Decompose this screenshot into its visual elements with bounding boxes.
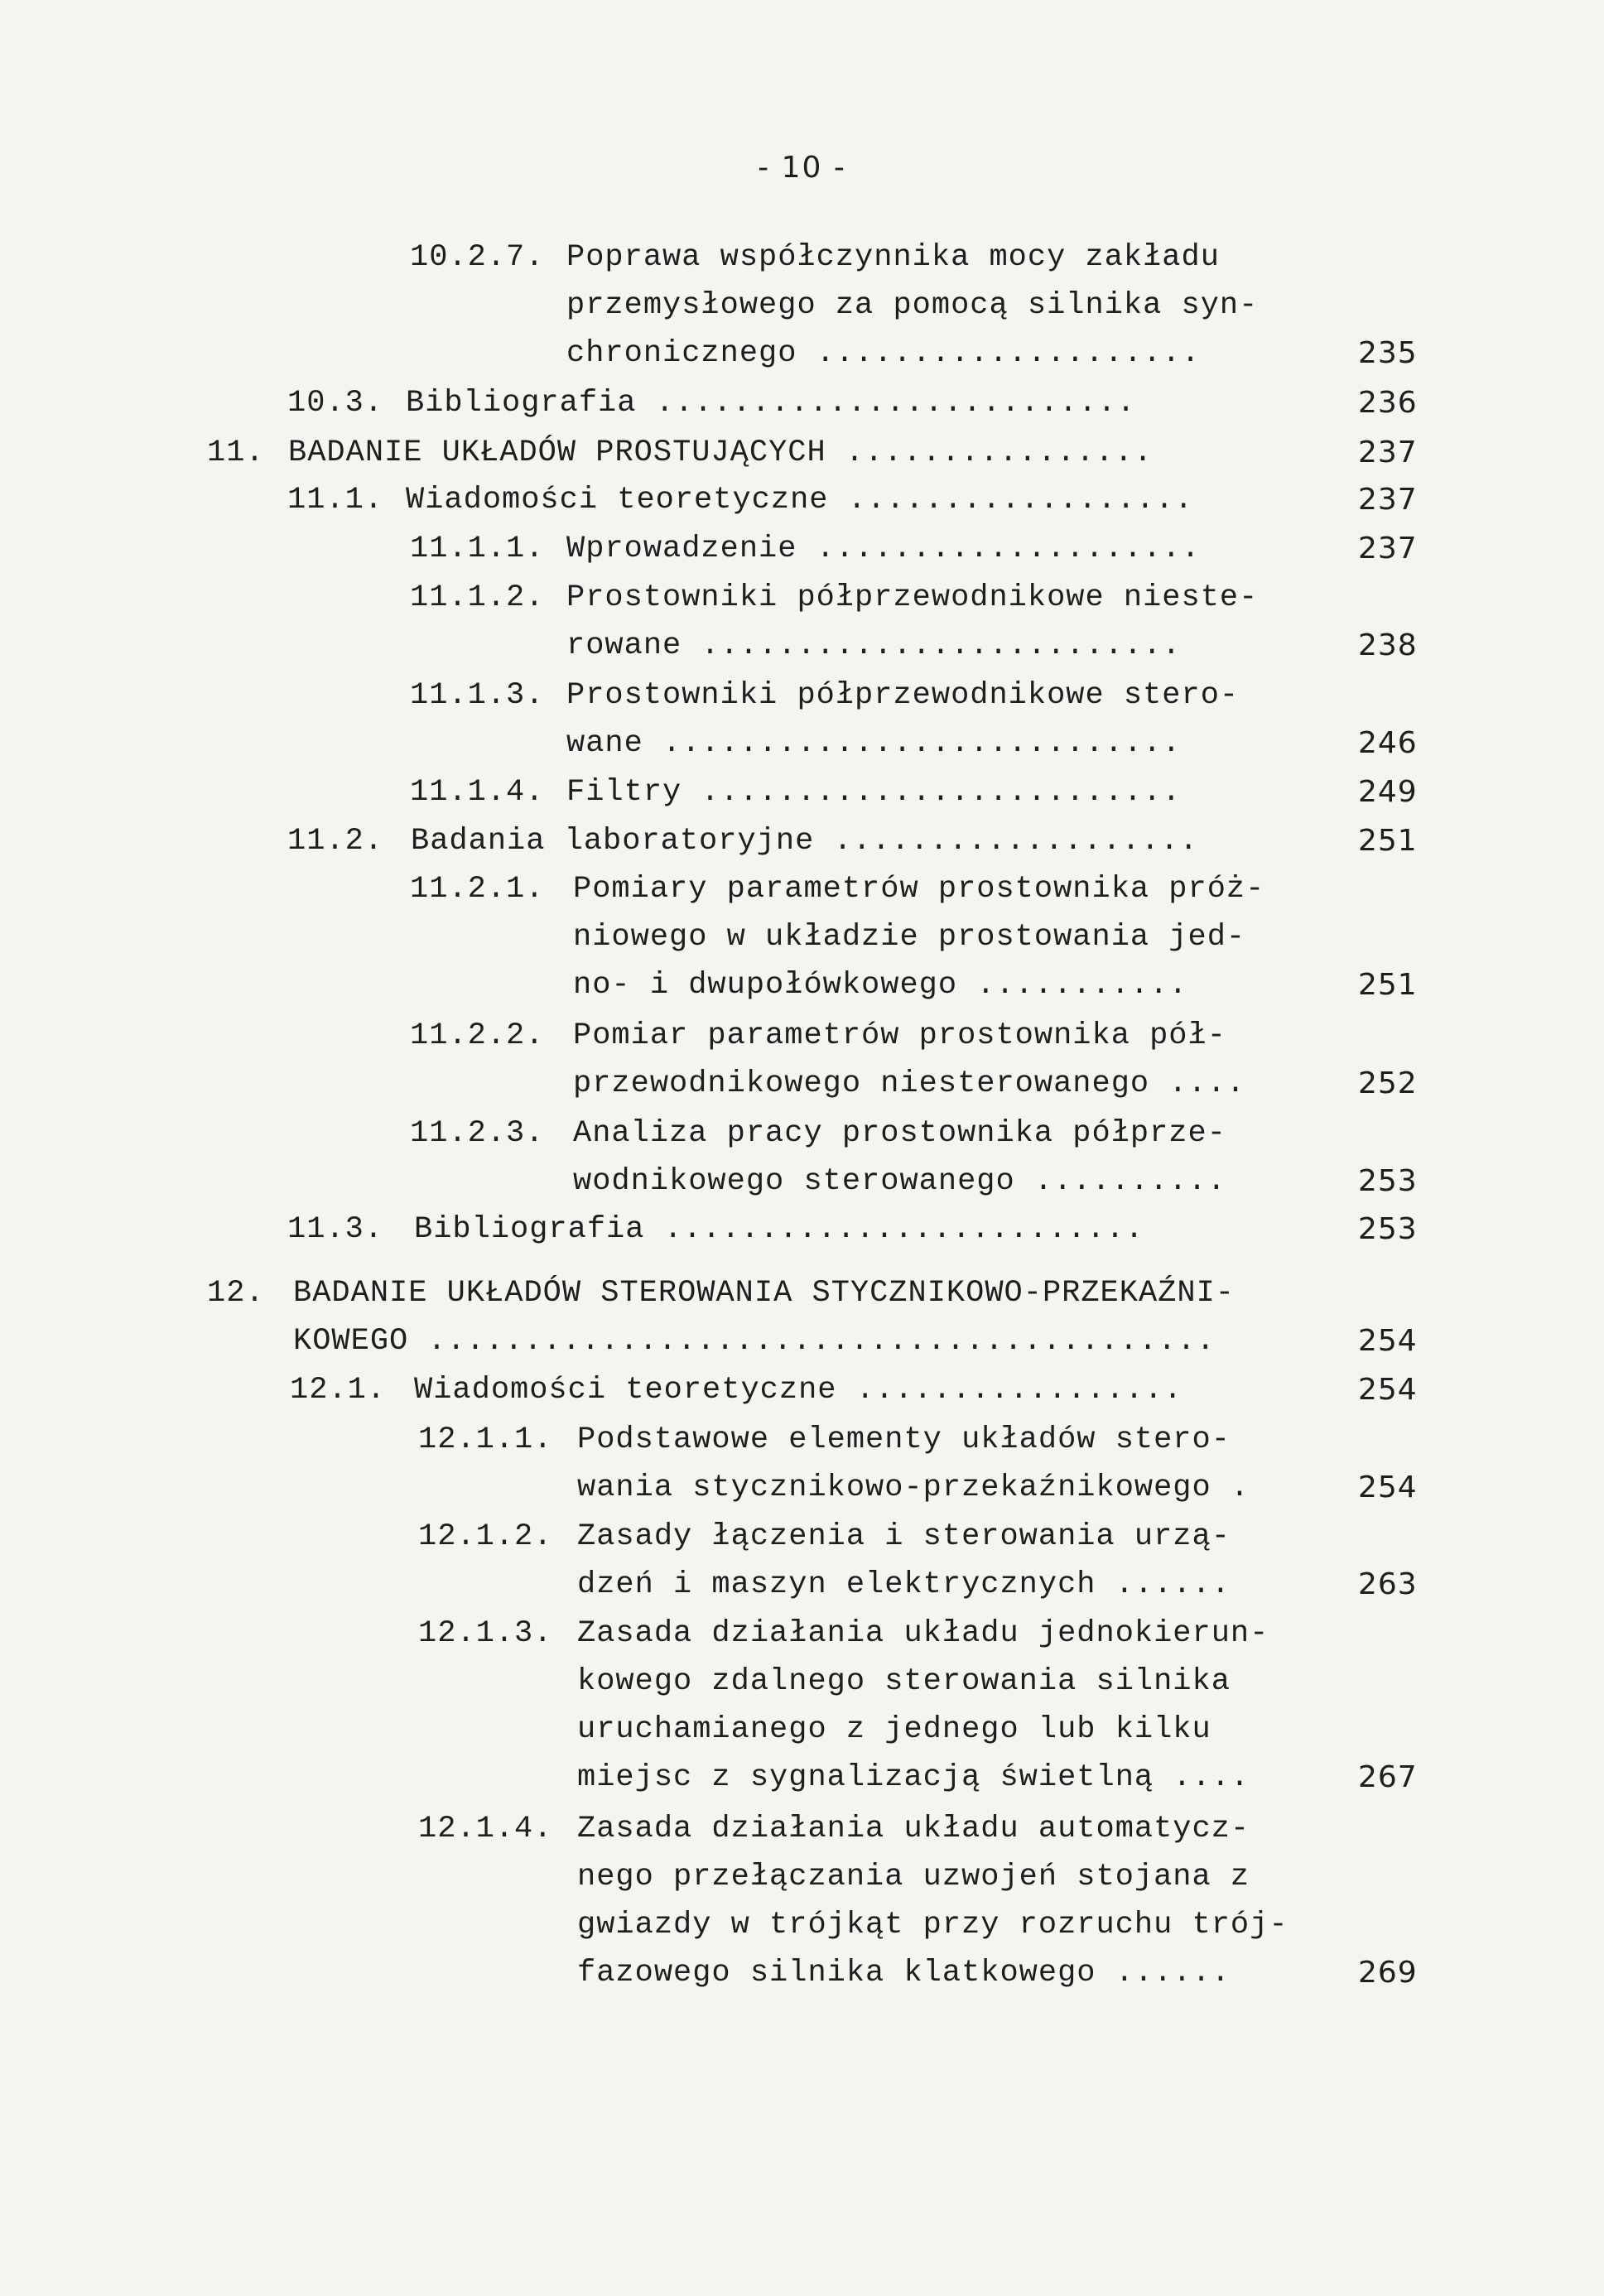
toc-entry-title-line: przemysłowego za pomocą silnika syn-	[566, 288, 1259, 323]
toc-entry-title-line: Prostowniki półprzewodnikowe stero-	[566, 678, 1240, 713]
toc-entry-title-line: Zasada działania układu automatycz-	[577, 1812, 1250, 1846]
toc-entry-number: 11.1.1.	[410, 532, 545, 566]
toc-entry-page: 246	[1358, 726, 1418, 760]
toc-entry-number: 12.1.	[290, 1373, 387, 1408]
toc-entry-title-line: KOWEGO .........................................	[293, 1324, 1216, 1359]
toc-entry-title-line: dzeń i maszyn elektrycznych ......	[577, 1567, 1231, 1602]
toc-entry-title-line: Wiadomości teoretyczne .................	[414, 1373, 1183, 1408]
toc-entry-page: 236	[1358, 386, 1418, 420]
toc-entry-number: 12.1.2.	[418, 1519, 553, 1554]
toc-entry-page: 237	[1358, 532, 1418, 566]
toc-entry-title-line: Zasady łączenia i sterowania urzą-	[577, 1519, 1231, 1554]
toc-entry-title-line: Podstawowe elementy układów stero-	[577, 1422, 1231, 1457]
toc-entry-page: 267	[1358, 1760, 1418, 1794]
toc-entry-page: 249	[1358, 775, 1418, 809]
toc-entry-title-line: Bibliografia .........................	[414, 1212, 1144, 1247]
toc-entry-page: 269	[1358, 1956, 1418, 1990]
toc-entry-number: 11.2.2.	[410, 1018, 545, 1053]
toc-entry-title-line: chronicznego ....................	[566, 336, 1201, 371]
toc-entry-page: 252	[1358, 1066, 1418, 1100]
toc-entry-number: 11.1.2.	[410, 580, 545, 615]
toc-entry-number: 11.1.	[287, 483, 384, 517]
toc-entry-title-line: fazowego silnika klatkowego ......	[577, 1956, 1231, 1990]
toc-entry-page: 237	[1358, 483, 1418, 517]
toc-entry-title-line: Wiadomości teoretyczne ..................	[406, 483, 1194, 517]
toc-entry-title-line: uruchamianego z jednego lub kilku	[577, 1712, 1211, 1747]
toc-entry-page: 253	[1358, 1164, 1418, 1198]
toc-entry-title-line: miejsc z sygnalizacją świetlną ....	[577, 1760, 1250, 1795]
toc-entry-title-line: Pomiary parametrów prostownika próż-	[573, 872, 1265, 907]
toc-entry-number: 12.1.1.	[418, 1422, 553, 1457]
toc-entry-title-line: BADANIE UKŁADÓW PROSTUJĄCYCH ................	[288, 436, 1154, 470]
toc-entry-title-line: Prostowniki półprzewodnikowe nieste-	[566, 580, 1259, 615]
toc-entry-number: 11.1.3.	[410, 678, 545, 713]
toc-entry-title-line: rowane .........................	[566, 628, 1182, 663]
toc-entry-page: 254	[1358, 1373, 1418, 1407]
toc-entry-number: 11.1.4.	[410, 775, 545, 810]
toc-entry-page: 237	[1358, 436, 1418, 469]
toc-entry-title-line: wodnikowego sterowanego ..........	[573, 1164, 1226, 1199]
toc-entry-title-line: Filtry .........................	[566, 775, 1182, 810]
toc-entry-page: 253	[1358, 1212, 1418, 1246]
toc-entry-title-line: Analiza pracy prostownika półprze-	[573, 1116, 1226, 1151]
toc-entry-title-line: Pomiar parametrów prostownika pół-	[573, 1018, 1226, 1053]
toc-entry-number: 12.1.3.	[418, 1616, 553, 1651]
toc-entry-title-line: Zasada działania układu jednokierun-	[577, 1616, 1269, 1651]
toc-entry-number: 11.3.	[287, 1212, 384, 1247]
page-number: - 10 -	[758, 151, 846, 185]
toc-entry-page: 251	[1358, 968, 1418, 1002]
toc-entry-page: 251	[1358, 824, 1418, 858]
toc-entry-number: 11.2.3.	[410, 1116, 545, 1151]
toc-entry-number: 11.2.	[287, 824, 384, 859]
toc-entry-title-line: gwiazdy w trójkąt przy rozruchu trój-	[577, 1908, 1288, 1942]
toc-entry-title-line: przewodnikowego niesterowanego ....	[573, 1066, 1246, 1101]
toc-entry-title-line: Badania laboratoryjne ...................	[411, 824, 1199, 859]
toc-entry-title-line: Wprowadzenie ....................	[566, 532, 1201, 566]
toc-entry-title-line: niowego w układzie prostowania jed-	[573, 920, 1246, 955]
toc-entry-number: 12.1.4.	[418, 1812, 553, 1846]
toc-entry-number: 10.3.	[287, 386, 384, 421]
toc-entry-title-line: kowego zdalnego sterowania silnika	[577, 1664, 1231, 1699]
toc-entry-number: 11.	[207, 436, 265, 470]
toc-entry-number: 10.2.7.	[410, 240, 545, 275]
toc-entry-number: 12.	[207, 1276, 265, 1311]
toc-entry-page: 254	[1358, 1470, 1418, 1504]
toc-entry-title-line: nego przełączania uzwojeń stojana z	[577, 1860, 1250, 1894]
toc-entry-title-line: BADANIE UKŁADÓW STEROWANIA STYCZNIKOWO-PRZEKAŹNI-	[293, 1276, 1235, 1311]
toc-entry-page: 235	[1358, 336, 1418, 370]
toc-entry-title-line: wania stycznikowo-przekaźnikowego .	[577, 1470, 1250, 1505]
toc-entry-page: 238	[1358, 628, 1418, 662]
toc-entry-title-line: Bibliografia .........................	[406, 386, 1136, 421]
toc-entry-title-line: no- i dwupołówkowego ...........	[573, 968, 1188, 1003]
toc-entry-page: 263	[1358, 1567, 1418, 1601]
toc-entry-title-line: Poprawa współczynnika mocy zakładu	[566, 240, 1220, 275]
toc-entry-page: 254	[1358, 1324, 1418, 1358]
toc-entry-number: 11.2.1.	[410, 872, 545, 907]
toc-entry-title-line: wane ...........................	[566, 726, 1182, 761]
